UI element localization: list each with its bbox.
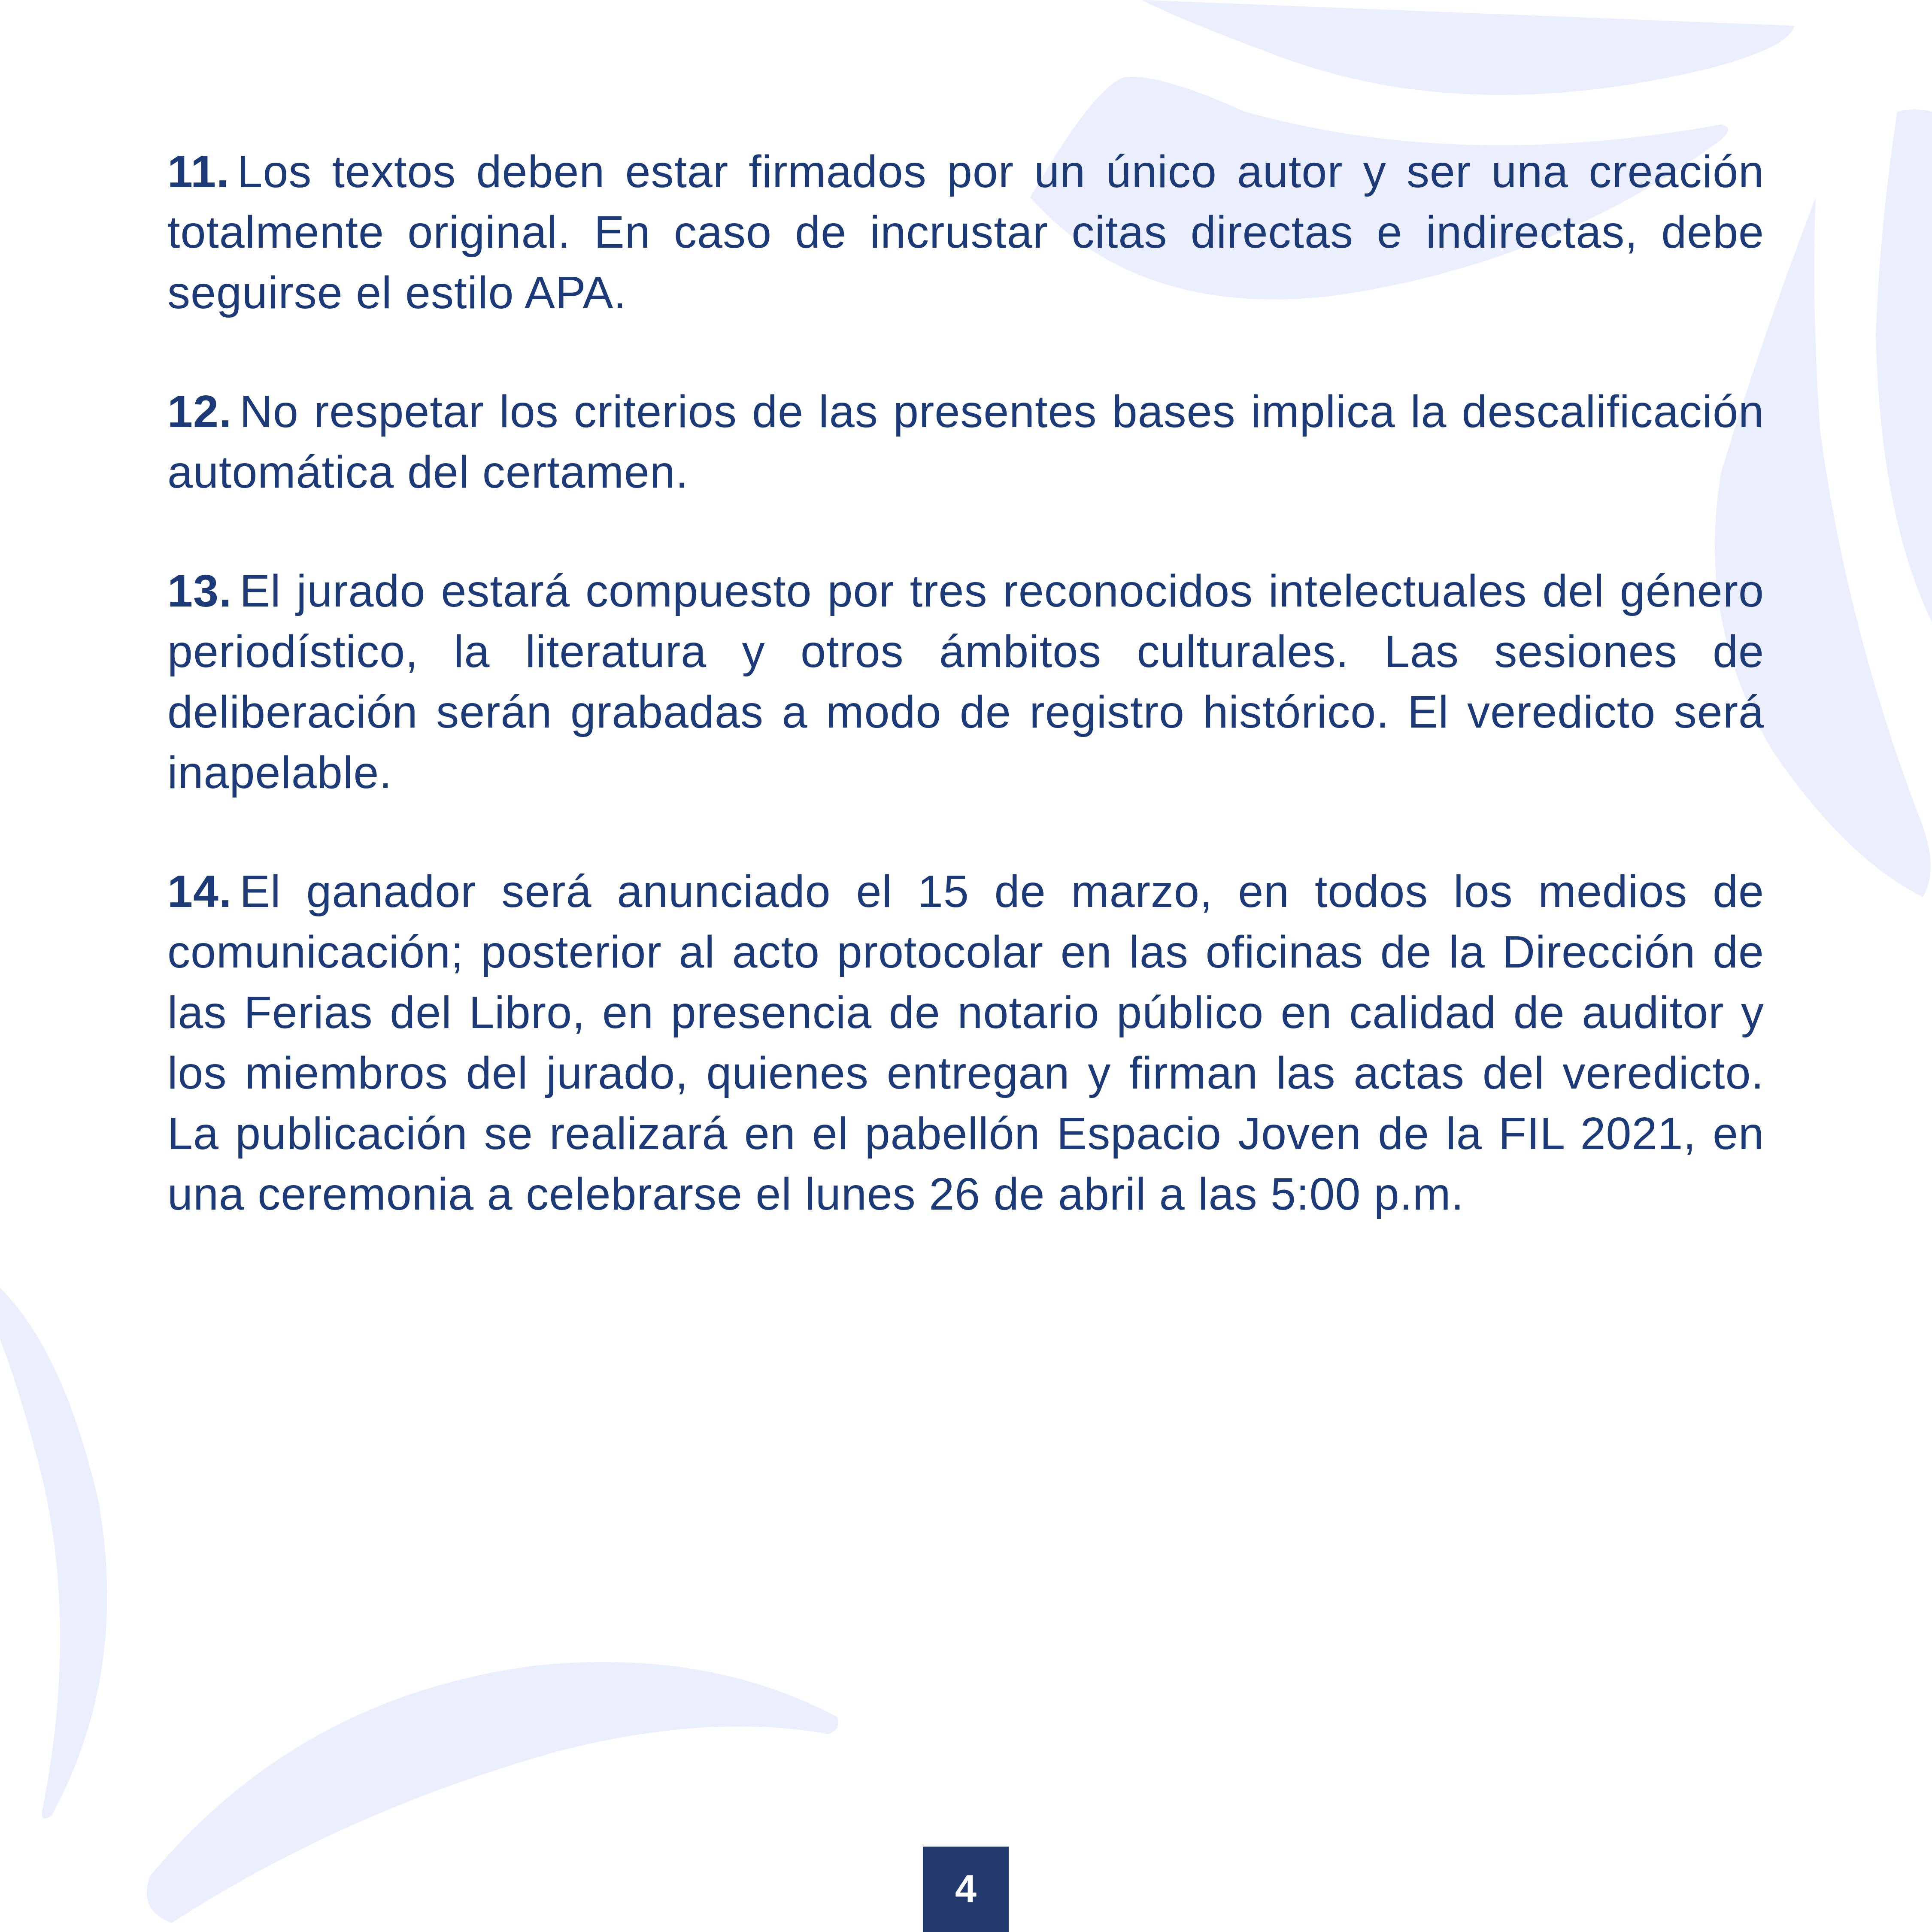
clause-number: 13. [167, 566, 232, 616]
clause-number: 11. [167, 146, 230, 197]
clause-text: El jurado estará compuesto por tres reconocidos intelectuales del género periodístico, la literatura y otros ámbitos culturales. Las sesiones de deliberación serán grabadas a modo de registro histórico. El veredicto será inapelable. [167, 566, 1764, 798]
clause-number: 14. [167, 866, 232, 917]
clause-text: Los textos deben estar firmados por un único autor y ser una creación totalmente original. En caso de incrustar citas directas e indirectas, debe seguirse el estilo APA. [167, 146, 1764, 318]
deco-shape-bottom-band [147, 1662, 838, 1923]
clause-number: 12. [167, 386, 232, 437]
clause-12 [167, 382, 1764, 503]
deco-shape-right-thin [1876, 109, 1932, 622]
clause-text: El ganador será anunciado el 15 de marzo, en todos los medios de comunicación; posterior al acto protocolar en las oficinas de la Dirección de las Ferias del Libro, en presencia de notario público en calidad de auditor y los miembros del jurado, quienes entregan y firman las actas del veredicto. La publicación se realizará en el pabellón Espacio Joven de la FIL 2021, en una ceremonia a celebrarse el lunes 26 de abril a las 5:00 p.m. [167, 866, 1764, 1219]
clause-11 [167, 142, 1764, 323]
clause-13 [167, 561, 1764, 803]
clauses-list [167, 142, 1764, 1283]
page-number: 4 [923, 1847, 1009, 1932]
deco-shape-top [1142, 0, 1794, 95]
deco-shape-left [0, 1288, 107, 1819]
clause-text: No respetar los criterios de las presentes bases implica la descalificación automática del certamen. [167, 386, 1764, 497]
clause-14 [167, 861, 1764, 1225]
